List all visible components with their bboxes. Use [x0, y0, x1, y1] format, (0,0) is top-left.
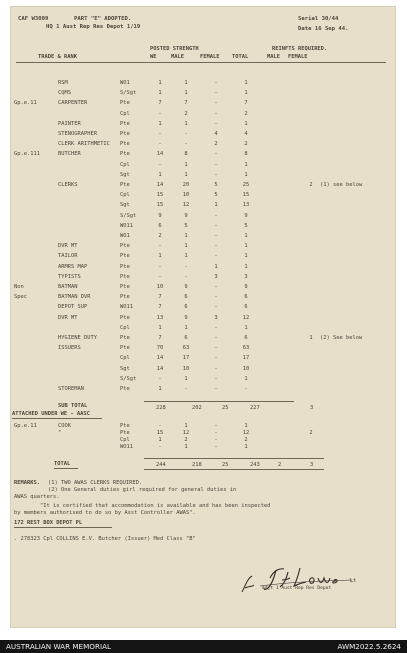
- cell-trade: BUTCHER: [58, 151, 81, 158]
- cell-total: 1: [244, 233, 248, 239]
- cell-trade: TYPISTS: [58, 273, 81, 280]
- footer-bar: [0, 640, 407, 653]
- cell-total: 3: [244, 273, 248, 280]
- male-header: MALE: [171, 54, 184, 60]
- cell-male: 20: [182, 182, 190, 188]
- cell-male: 12: [182, 430, 190, 436]
- cell-male: 2: [184, 110, 188, 117]
- cell-rank: Pte: [120, 141, 130, 148]
- cell-total: 1: [244, 423, 248, 429]
- cell-female: -: [214, 444, 218, 450]
- cell-rank: Sgt: [120, 202, 130, 209]
- cell-we: 1: [158, 437, 162, 443]
- remarks-line: (2) One General duties girl required for general duties in: [48, 487, 237, 493]
- cell-total: 1: [244, 161, 248, 168]
- cell-rank: Pte: [120, 182, 130, 188]
- cell-we: 14: [156, 151, 164, 158]
- cell-total: 2: [244, 141, 248, 148]
- cell-rank: Pte: [120, 386, 130, 392]
- cell-female: -: [214, 294, 218, 301]
- cell-ref: Gp.e.11: [14, 423, 37, 429]
- cell-male: 1: [184, 253, 188, 260]
- cell-we: 7: [158, 294, 162, 301]
- cell-we: 1: [158, 324, 162, 331]
- total-label: TOTAL: [54, 461, 71, 467]
- cell-rf: (1) see below: [320, 182, 363, 188]
- cell-rank: Pte: [120, 131, 130, 137]
- we-header: WE: [150, 54, 157, 60]
- cell-rank: Pte: [120, 100, 130, 107]
- cell-female: -: [214, 212, 218, 219]
- posting-label: 172 REST BOX DEPOT PL: [14, 520, 83, 526]
- cell-total: 12: [242, 430, 250, 436]
- cell-we: 14: [156, 355, 164, 362]
- cell-total: 4: [244, 131, 248, 137]
- cell-female: 1: [214, 263, 218, 270]
- cell-female: -: [214, 423, 218, 429]
- cell-we: -: [158, 243, 162, 250]
- cell-female: -: [214, 345, 218, 352]
- cell-we: 1: [158, 120, 162, 127]
- cell-male: 2: [184, 437, 188, 443]
- cell-trade: PAINTER: [58, 120, 81, 127]
- cell-we: 2: [158, 233, 162, 239]
- cell-trade: ARMRS MAP: [58, 263, 88, 270]
- cell-male: 1: [184, 324, 188, 331]
- cell-rank: Pte: [120, 345, 130, 352]
- cell-total: 1: [244, 171, 248, 178]
- cell-male: 10: [182, 365, 190, 372]
- cell-total: 1: [244, 80, 248, 86]
- cell-we: 70: [156, 345, 164, 352]
- posted-strength-header: POSTED STRENGTH: [150, 46, 199, 52]
- cell-rf: (2) See below: [320, 335, 363, 341]
- cell-male: 6: [184, 304, 188, 311]
- total-we: 244: [156, 462, 166, 468]
- cell-total: 1: [244, 120, 248, 127]
- adjutant-stamp: Adjt 1 Aust Rep Res Depot: [262, 586, 332, 591]
- cell-rank: S/Sgt: [120, 375, 137, 382]
- cell-total: 6: [244, 335, 248, 341]
- total-rule-top: [144, 458, 324, 459]
- cell-female: -: [214, 284, 218, 290]
- cell-male: 6: [184, 335, 188, 341]
- cell-total: 6: [244, 304, 248, 311]
- total-male: 218: [192, 462, 202, 468]
- cell-rank: S/Sgt: [120, 212, 137, 219]
- cell-rank: Pte: [120, 120, 130, 127]
- cell-total: 25: [242, 182, 250, 188]
- cell-male: 17: [182, 355, 190, 362]
- cell-female: -: [214, 324, 218, 331]
- cell-trade: CLERKS: [58, 182, 78, 188]
- document-sheet: [10, 6, 396, 628]
- cell-total: 5: [244, 222, 248, 229]
- cell-female: -: [214, 100, 218, 107]
- total-reinf-female: 3: [310, 462, 314, 468]
- cell-male: 1: [184, 90, 188, 97]
- cell-trade: DEPOT SUP: [58, 304, 88, 311]
- cell-total: 17: [242, 355, 250, 362]
- cell-we: 9: [158, 212, 162, 219]
- cell-female: 3: [214, 314, 218, 321]
- cell-male: 1: [184, 444, 188, 450]
- cell-trade: CLERK ARITHMETIC: [58, 141, 110, 148]
- total-label-underline: [54, 468, 78, 469]
- cell-total: 12: [242, 314, 250, 321]
- cell-total: 2: [244, 110, 248, 117]
- cell-total: 15: [242, 192, 250, 199]
- cell-we: 7: [158, 304, 162, 311]
- cell-total: 1: [244, 90, 248, 97]
- cell-male: 1: [184, 171, 188, 178]
- cell-rank: Sgt: [120, 171, 130, 178]
- serial-number: Serial 30/44: [298, 16, 339, 22]
- remarks-line: by members authorised to do so by Asst Controller AWAS".: [14, 510, 196, 516]
- cell-male: 8: [184, 151, 188, 158]
- posting-underline: [14, 527, 112, 528]
- cell-male: 7: [184, 100, 188, 107]
- cell-rank: Pte: [120, 253, 130, 260]
- cell-trade: CARPENTER: [58, 100, 88, 107]
- cell-male: -: [184, 131, 188, 137]
- cell-female: -: [214, 161, 218, 168]
- cell-we: 1: [158, 386, 162, 392]
- cell-rank: WO11: [120, 444, 133, 450]
- cell-female: -: [214, 430, 218, 436]
- signature-suffix: Lt: [350, 578, 357, 584]
- cell-total: 1: [244, 253, 248, 260]
- cell-male: 12: [182, 202, 190, 209]
- document-date: Date 16 Sep 44.: [298, 26, 349, 32]
- cell-male: 1: [184, 375, 188, 382]
- cell-rank: Pte: [120, 151, 130, 158]
- footer-accession: AWM2022.5.2624: [337, 642, 401, 651]
- cell-rank: Cpl: [120, 110, 130, 117]
- cell-male: 1: [184, 233, 188, 239]
- cell-we: -: [158, 375, 162, 382]
- subtotal-male: 202: [192, 405, 202, 411]
- cell-total: 2: [244, 437, 248, 443]
- cell-trade: BATMAN DVR: [58, 294, 91, 301]
- cell-female: -: [214, 171, 218, 178]
- cell-we: 7: [158, 100, 162, 107]
- cell-male: 5: [184, 222, 188, 229]
- cell-we: 1: [158, 253, 162, 260]
- cell-male: 9: [184, 284, 188, 290]
- cell-total: 1: [244, 375, 248, 382]
- cell-rank: Pte: [120, 423, 130, 429]
- cell-female: -: [214, 304, 218, 311]
- subtotal-reinf-male: 3: [310, 405, 314, 411]
- cell-female: -: [214, 375, 218, 382]
- cell-trade: COOK: [58, 423, 71, 429]
- cell-female: 1: [214, 202, 218, 209]
- trade-rank-header: TRADE & RANK: [38, 54, 77, 60]
- subtotal-rule: [144, 401, 294, 402]
- cell-trade: HYGIENE DUTY: [58, 335, 97, 341]
- cell-trade: STENOGRAPHER: [58, 131, 97, 137]
- cell-we: 1: [158, 171, 162, 178]
- cell-female: -: [214, 110, 218, 117]
- cell-total: 7: [244, 100, 248, 107]
- attached-underline: [12, 418, 102, 419]
- cell-rank: Sgt: [120, 365, 130, 372]
- cell-male: 9: [184, 212, 188, 219]
- cell-female: 3: [214, 273, 218, 280]
- cell-female: -: [214, 151, 218, 158]
- cell-we: -: [158, 423, 162, 429]
- cell-rank: Pte: [120, 243, 130, 250]
- cell-ref: Non: [14, 284, 24, 290]
- cell-female: -: [214, 80, 218, 86]
- cell-rank: Pte: [120, 335, 130, 341]
- cell-male: 1: [184, 80, 188, 86]
- cell-we: -: [158, 263, 162, 270]
- cell-we: 1: [158, 90, 162, 97]
- cell-female: -: [214, 222, 218, 229]
- cell-female: -: [214, 90, 218, 97]
- cell-rank: Pte: [120, 284, 130, 290]
- cell-we: -: [158, 110, 162, 117]
- cell-male: 1: [184, 243, 188, 250]
- cell-male: -: [184, 386, 188, 392]
- total-total: 243: [250, 462, 260, 468]
- total-rule-bottom: [144, 469, 324, 470]
- cell-we: -: [158, 131, 162, 137]
- cell-trade: CQMS: [58, 90, 71, 97]
- cell-male: 1: [184, 423, 188, 429]
- cell-female: 5: [214, 182, 218, 188]
- cell-trade: ": [58, 430, 62, 436]
- cell-we: -: [158, 444, 162, 450]
- cell-male: 10: [182, 192, 190, 199]
- cell-female: -: [214, 243, 218, 250]
- cell-rank: Pte: [120, 430, 130, 436]
- female-header: FEMALE: [200, 54, 220, 60]
- cell-we: 10: [156, 284, 164, 290]
- cell-we: 13: [156, 314, 164, 321]
- cell-we: 15: [156, 192, 164, 199]
- cell-female: -: [214, 437, 218, 443]
- cell-we: 6: [158, 222, 162, 229]
- reinf-male-header: MALE: [267, 54, 280, 60]
- cell-rank: S/Sgt: [120, 90, 137, 97]
- cell-trade: DVR MT: [58, 314, 78, 321]
- cell-female: -: [214, 253, 218, 260]
- reinforcements-header: REINFTS REQUIRED.: [272, 46, 328, 52]
- total-reinf-male: 2: [278, 462, 282, 468]
- cell-rm: 1: [309, 335, 313, 341]
- cell-female: 4: [214, 131, 218, 137]
- cell-female: 2: [214, 141, 218, 148]
- cell-ref: Gp.e.11: [14, 100, 37, 107]
- cell-we: 15: [156, 202, 164, 209]
- cell-trade: RSM: [58, 80, 68, 86]
- cell-male: -: [184, 263, 188, 270]
- cell-trade: STOREMAN: [58, 386, 84, 392]
- unit-name: HQ 1 Aust Rep Res Depot 1/19: [46, 24, 141, 30]
- signature-image: [240, 560, 370, 600]
- cell-trade: BATMAN: [58, 284, 78, 290]
- cell-we: 14: [156, 182, 164, 188]
- cell-rank: Cpl: [120, 355, 130, 362]
- unit-code: CAF W3009: [18, 16, 49, 22]
- cell-total: 9: [244, 284, 248, 290]
- cell-trade: DVR MT: [58, 243, 78, 250]
- cell-we: -: [158, 161, 162, 168]
- cell-total: 6: [244, 294, 248, 301]
- cell-total: 1: [244, 324, 248, 331]
- cell-total: 1: [244, 263, 248, 270]
- cell-total: 13: [242, 202, 250, 209]
- cell-total: 1: [244, 243, 248, 250]
- cell-rank: WO1: [120, 80, 130, 86]
- remarks-line: "It is certified that accommodation is available and has been inspected: [40, 503, 271, 509]
- cell-rank: Pte: [120, 314, 130, 321]
- cell-total: 9: [244, 212, 248, 219]
- cell-rank: Pte: [120, 273, 130, 280]
- cell-total: 10: [242, 365, 250, 372]
- remarks-label: REMARKS.: [14, 480, 40, 486]
- footer-institution: AUSTRALIAN WAR MEMORIAL: [6, 642, 111, 651]
- cell-male: -: [184, 273, 188, 280]
- cell-total: 63: [242, 345, 250, 352]
- cell-male: 63: [182, 345, 190, 352]
- total-female: 25: [222, 462, 229, 468]
- cell-female: -: [214, 355, 218, 362]
- cell-we: 1: [158, 80, 162, 86]
- subtotal-label: SUB TOTAL: [58, 403, 88, 409]
- cell-ref: Gp.e.111: [14, 151, 40, 158]
- cell-female: -: [214, 335, 218, 341]
- cell-rm: 2: [309, 430, 313, 436]
- cell-rank: WO11: [120, 222, 133, 229]
- remarks-line: AWAS quarters.: [14, 494, 60, 500]
- cell-rank: WO1: [120, 233, 130, 239]
- cell-male: 1: [184, 161, 188, 168]
- cell-rank: Pte: [120, 263, 130, 270]
- subtotal-we: 228: [156, 405, 166, 411]
- cell-we: 15: [156, 430, 164, 436]
- part-label: PART "E" ADOPTED.: [74, 16, 132, 22]
- cell-male: -: [184, 141, 188, 148]
- cell-ref: Spec: [14, 294, 27, 301]
- cell-rm: 2: [309, 182, 313, 188]
- cell-female: -: [214, 365, 218, 372]
- cell-female: -: [214, 386, 218, 392]
- remarks-line: (1) TWO AWAS CLERKS REQUIRED.: [48, 480, 143, 486]
- attached-label: ATTACHED UNDER WE - AASC: [12, 411, 90, 417]
- cell-rank: Cpl: [120, 437, 130, 443]
- cell-female: 5: [214, 192, 218, 199]
- cell-rank: Cpl: [120, 192, 130, 199]
- cell-we: -: [158, 273, 162, 280]
- reinf-female-header: FEMALE: [288, 54, 308, 60]
- subtotal-total: 227: [250, 405, 260, 411]
- cell-male: 1: [184, 120, 188, 127]
- cell-female: -: [214, 233, 218, 239]
- cell-female: -: [214, 120, 218, 127]
- header-divider: [16, 62, 386, 63]
- cell-rank: Cpl: [120, 161, 130, 168]
- cell-male: 6: [184, 294, 188, 301]
- cell-we: 7: [158, 335, 162, 341]
- subtotal-female: 25: [222, 405, 229, 411]
- cell-trade: ISSUERS: [58, 345, 81, 352]
- cell-rank: WO11: [120, 304, 133, 311]
- cell-rank: Pte: [120, 294, 130, 301]
- total-header: TOTAL: [232, 54, 249, 60]
- cell-total: 8: [244, 151, 248, 158]
- cell-male: 9: [184, 314, 188, 321]
- cell-rank: Cpl: [120, 324, 130, 331]
- cell-we: 14: [156, 365, 164, 372]
- cell-total: -: [244, 386, 248, 392]
- cell-total: 1: [244, 444, 248, 450]
- cell-we: -: [158, 141, 162, 148]
- cell-trade: TAILOR: [58, 253, 78, 260]
- posting-entry: . 278323 Cpl COLLINS E.V. Butcher (Issuer) Med Class "B": [14, 536, 196, 542]
